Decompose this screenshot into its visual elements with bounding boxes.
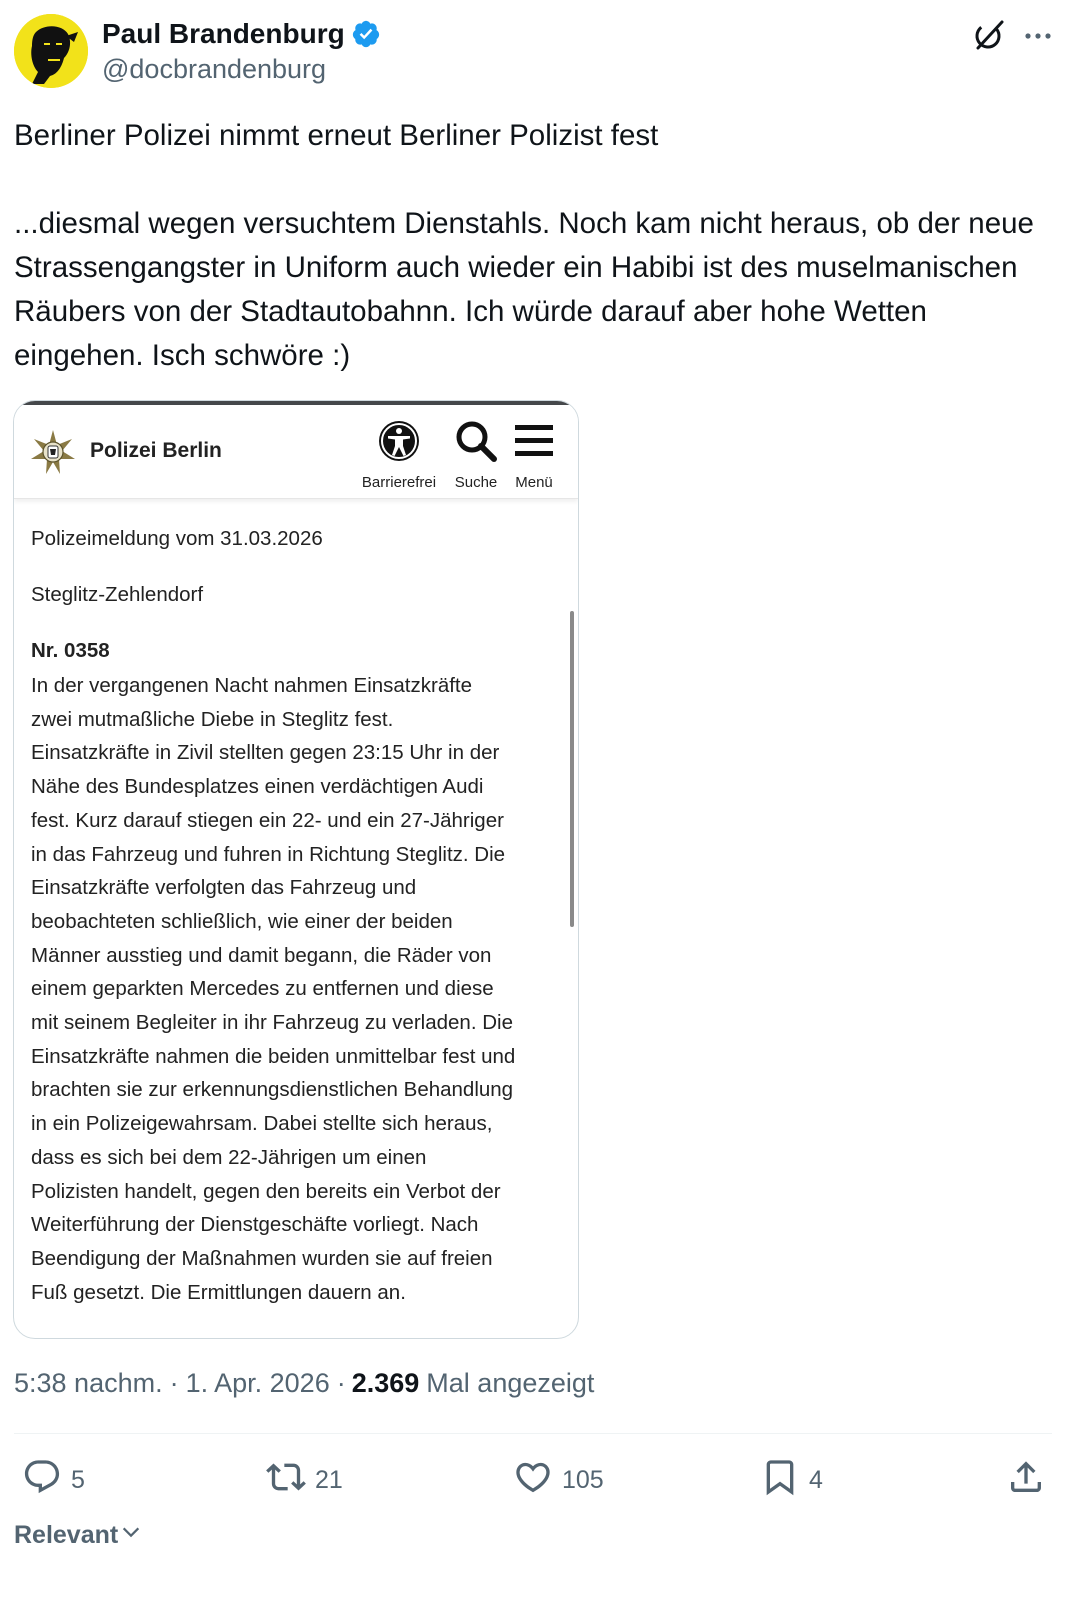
police-site-header (14, 405, 578, 499)
reply-button[interactable] (22, 1455, 85, 1505)
release-body: In der vergangenen Nacht nahmen Einsatzkräfte zwei mutmaßliche Diebe in Steglitz fest. Einsatzkräfte in Zivil stellten gegen 23:15 Uhr in der Nähe des Bundesplatzes einen verdächtigen Audi fest. Kurz darauf stiegen ein 22- und ein 27-Jähriger in das Fahrzeug und fuhren in Richtung Steglitz. Die Einsatzkräfte verfolgten das Fahrzeug und beobachteten schließlich, wie einer der beiden Männer ausstieg und damit begann, die Räder von einem geparkten Mercedes zu entfernen und diese mit seinem Begleiter in ihr Fahrzeug zu verladen. Die Einsatzkräfte nahmen die beiden unmittelbar fest und brachten sie zur erkennungsdienstlichen Behandlung in ein Polizeigewahrsam. Dabei stellte sich heraus, dass es sich bei dem 22-Jährigen um einen Polizisten handelt, gegen den bereits ein Verbot der Weiterführung der Dienstgeschäfte vorliegt. Nach Beendigung der Maßnahmen wurden sie auf freien Fuß gesetzt. Die Ermittlungen dauern an. (31, 674, 516, 1304)
hamburger-menu-icon (512, 419, 556, 468)
like-button[interactable] (513, 1455, 604, 1505)
retweet-icon (266, 1457, 306, 1504)
meta-separator: · (169, 1368, 179, 1398)
author-handle[interactable]: @docbrandenburg (102, 54, 327, 84)
police-site-title: Polizei Berlin (90, 439, 222, 462)
display-name[interactable]: Paul Brandenburg (102, 18, 345, 49)
avatar[interactable] (14, 14, 88, 88)
like-count: 105 (562, 1465, 604, 1494)
barrierefrei-label: Barrierefrei (361, 474, 437, 491)
barrierefrei-button (362, 419, 436, 491)
release-number: Nr. 0358 (31, 639, 110, 662)
reply-count: 5 (71, 1465, 85, 1494)
views-count: 2.369 (351, 1368, 420, 1398)
views-label: Mal angezeigt (426, 1368, 595, 1398)
release-date: Polizeimeldung vom 31.03.2026 (31, 527, 323, 550)
tweet-text: Berliner Polizei nimmt erneut Berliner Polizist fest ...diesmal wegen versuchtem Dienstahls. Noch kam nicht heraus, ob der neue Strassengangster in Uniform auch wieder ein Habibi ist des muselmanischen Räubers von der Stadtautobahnn. Ich würde darauf aber hohe Wetten eingehen. Isch schwöre :) (14, 119, 1034, 372)
chevron-down-icon (118, 1521, 142, 1550)
verified-badge-icon (351, 19, 381, 49)
accessibility-icon (377, 419, 421, 468)
police-star-logo-icon (30, 429, 76, 475)
grok-icon[interactable] (972, 18, 1006, 52)
tweet-image[interactable] (13, 400, 579, 1339)
suche-button (452, 419, 500, 491)
tweet-time[interactable]: 5:38 nachm. (14, 1368, 163, 1398)
release-district: Steglitz-Zehlendorf (31, 583, 204, 606)
reply-sort-label: Relevant (14, 1521, 119, 1549)
heart-icon (513, 1457, 553, 1504)
reply-sort-dropdown[interactable] (14, 1521, 142, 1550)
name-row (102, 16, 381, 52)
suche-label: Suche (454, 474, 498, 491)
avatar-image (14, 14, 88, 88)
tweet-header (14, 14, 1064, 94)
image-scrollbar (570, 611, 574, 927)
retweet-button[interactable] (266, 1455, 343, 1505)
tweet-meta (14, 1368, 594, 1399)
bookmark-icon (760, 1457, 800, 1504)
menu-button (508, 419, 560, 491)
tweet-date[interactable]: 1. Apr. 2026 (185, 1368, 330, 1398)
bookmark-count: 4 (809, 1465, 823, 1494)
action-bar (0, 1455, 1089, 1507)
retweet-count: 21 (315, 1465, 343, 1494)
share-icon (1006, 1457, 1046, 1504)
meta-separator: · (336, 1368, 346, 1398)
divider (14, 1433, 1052, 1434)
search-icon (454, 419, 498, 468)
share-button[interactable] (1006, 1455, 1046, 1505)
more-options-icon[interactable] (1022, 20, 1054, 52)
bookmark-button[interactable] (760, 1455, 823, 1505)
reply-icon (22, 1457, 62, 1504)
menu-label: Menü (515, 474, 553, 491)
